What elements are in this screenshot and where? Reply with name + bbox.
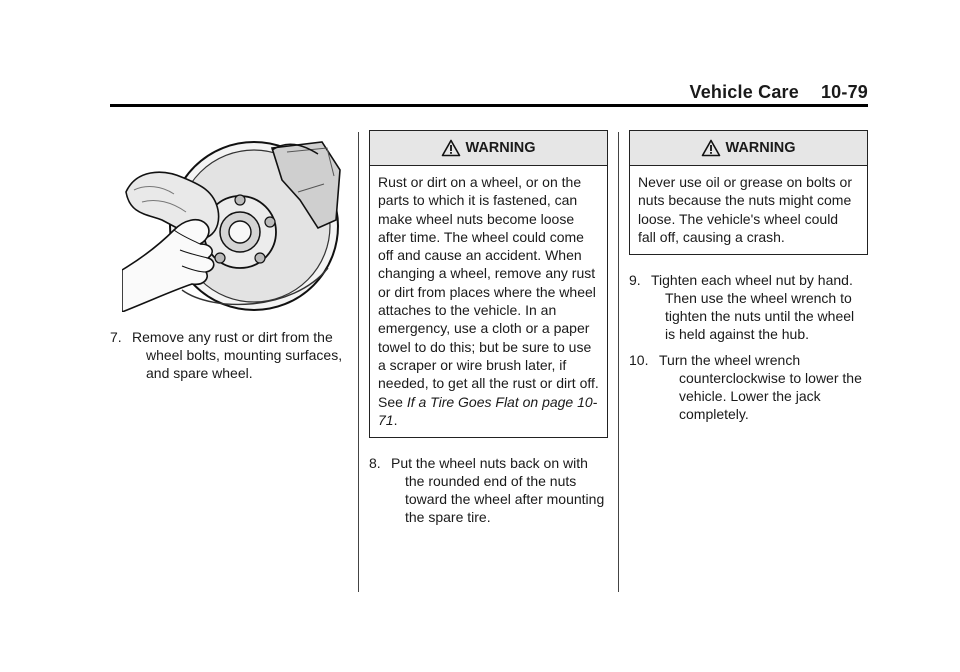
step-7 bbox=[110, 328, 350, 382]
wheel-hub-drawing bbox=[122, 140, 350, 312]
warning-body: Never use oil or grease on bolts or nuts because the nuts might come loose. The vehicle's wheel could fall off, causing a crash. bbox=[638, 174, 852, 245]
column-divider-1 bbox=[358, 132, 359, 592]
step-10 bbox=[629, 351, 868, 423]
warning-triangle-icon bbox=[701, 139, 721, 157]
page-header bbox=[110, 80, 868, 107]
warning-body bbox=[370, 166, 607, 437]
column-3 bbox=[629, 130, 868, 423]
warning-triangle-icon bbox=[441, 139, 461, 157]
column-divider-2 bbox=[618, 132, 619, 592]
warning-title: WARNING bbox=[725, 140, 796, 156]
section-title: Vehicle Care bbox=[689, 82, 799, 102]
warning-box-rust bbox=[369, 130, 608, 438]
warning-header bbox=[630, 131, 867, 166]
warning-end: . bbox=[393, 411, 398, 428]
page-number: 10-79 bbox=[820, 82, 868, 102]
warning-box-grease bbox=[629, 130, 868, 255]
warning-header bbox=[370, 131, 607, 166]
step-8-number: 8. bbox=[369, 455, 381, 472]
step-9-number: 9. bbox=[629, 272, 641, 289]
step-8 bbox=[369, 454, 608, 526]
header-title bbox=[689, 82, 868, 103]
wheel-hub-illustration bbox=[122, 140, 350, 312]
step-10-text: Turn the wheel wrench counterclockwise to lower the vehicle. Lower the jack completely. bbox=[659, 352, 862, 423]
column-2 bbox=[369, 130, 608, 526]
step-7-number: 7. bbox=[110, 329, 122, 345]
step-8-text: Put the wheel nuts back on with the rounded end of the nuts toward the wheel after mounting the spare tire. bbox=[391, 455, 605, 526]
step-9-text: Tighten each wheel nut by hand. Then use the wheel wrench to tighten the nuts until the wheel is held against the hub. bbox=[651, 272, 855, 343]
step-10-number: 10. bbox=[629, 352, 649, 369]
cross-reference-link[interactable]: If a Tire Goes Flat on page 10-71 bbox=[378, 393, 598, 428]
warning-title: WARNING bbox=[465, 140, 536, 156]
step-9 bbox=[629, 271, 868, 343]
warning-text: Rust or dirt on a wheel, or on the parts to which it is fastened, can make wheel nuts become loose after time. The wheel could come off and cause an accident. When changing a wheel, remove any rust or dirt from places where the wheel attaches to the vehicle. In an emergency, use a cloth or a paper towel to do this; but be sure to use a scraper or wire brush later, if needed, to get all the rust or dirt off. See bbox=[378, 174, 599, 410]
column-1 bbox=[110, 328, 350, 382]
step-7-text: Remove any rust or dirt from the wheel bolts, mounting surfaces, and spare wheel. bbox=[132, 329, 343, 381]
